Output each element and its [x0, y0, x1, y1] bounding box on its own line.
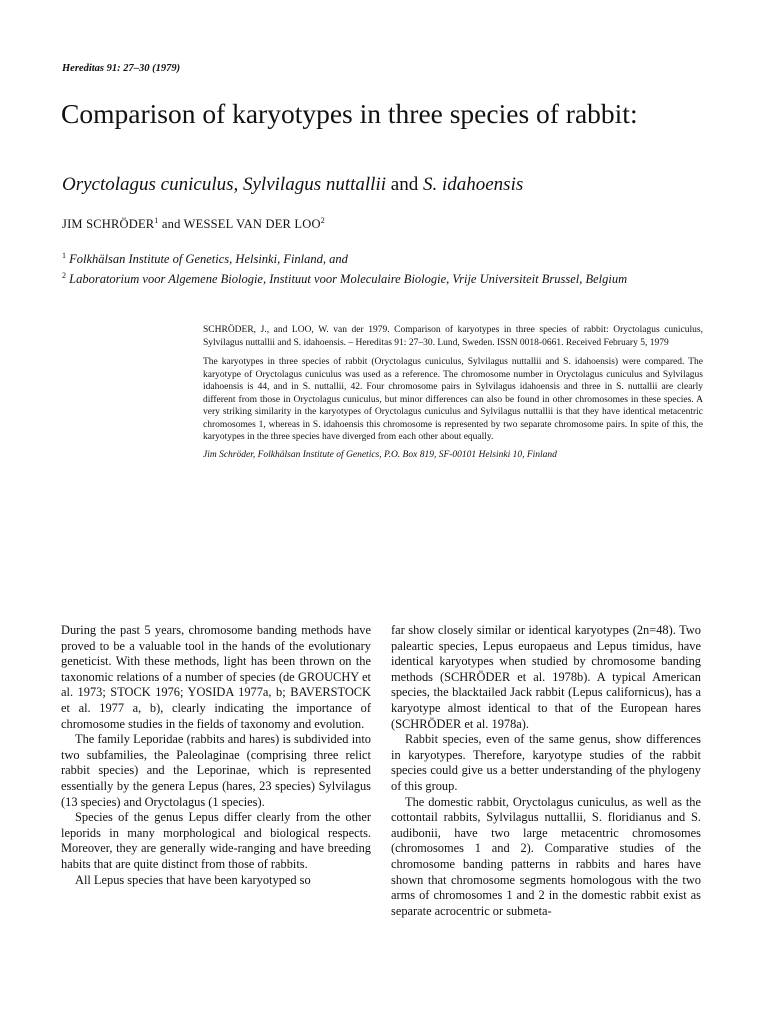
- abstract-text: The karyotypes in three species of rabbit (Oryctolagus cuniculus, Sylvilagus nuttallii and S. idahoensis) were compared. The karyotype of Oryctolagus cuniculus was used as a reference. The chromosome number in Oryctolagus cuniculus and Sylvilagus idahoensis is 44, and in S. nuttallii, 42. Four chromosome pairs in Sylvilagus idahoensis and three in S. nuttallii are clearly different from those in Oryctolagus cuniculus, but minor differences can also be found in other chromosomes in these species. A very striking similarity in the karyotypes of Oryctolagus cuniculus and Sylvilagus nuttallii is that they have identical metacentric chromosomes 1, whereas in S. idahoensis this chromosome is represented by two separate chromosome pairs. In spite of this, the karyotypes in the three species have diverged from each other about equally.: [203, 357, 703, 442]
- paper-title: Comparison of karyotypes in three species of rabbit:: [61, 98, 638, 129]
- affiliation-2-mark: 2: [62, 270, 66, 280]
- journal-reference: Hereditas 91: 27–30 (1979): [62, 63, 181, 74]
- affiliation-2-text: Laboratorium voor Algemene Biologie, Instituut voor Moleculaire Biologie, Vrije Universiteit Brussel, Belgium: [66, 271, 628, 286]
- affiliation-1: [62, 248, 722, 268]
- author-1-affil-mark: 1: [154, 216, 159, 225]
- abstract-citation: SCHRÖDER, J., and LOO, W. van der 1979. Comparison of karyotypes in three species of rabbit: Oryctolagus cuniculus, Sylvilagus nuttallii and S. idahoensis. – Hereditas 91: 27–30. Lund, Sweden. ISSN 0018-0661. Received February 5, 1979: [203, 325, 703, 348]
- body-column-left: [61, 623, 371, 888]
- paragraph: far show closely similar or identical karyotypes (2n=48). Two paleartic species, Lepus europaeus and Lepus timidus, have identical karyotypes when studied by chromosome banding methods (SCHRÖDER et al. 1978b). A typical American species, the blacktailed Jack rabbit (Lepus californicus), has a karyotype almost identical to that of the European hares (SCHRÖDER et al. 1978a).: [391, 623, 701, 731]
- subtitle-species-2: S. idahoensis: [422, 174, 524, 195]
- abstract-block: [203, 324, 703, 461]
- affiliation-2: [62, 268, 722, 288]
- paper-subtitle: [62, 174, 523, 196]
- subtitle-species-1: Oryctolagus cuniculus, Sylvilagus nuttallii: [62, 174, 387, 195]
- paragraph: The domestic rabbit, Oryctolagus cuniculus, as well as the cottontail rabbits, Sylvilagus nuttallii, S. floridianus and S. audibonii, have two large metacentric chromosomes (chromosomes 1 and 2). Comparative studies of the chromosome banding patterns in rabbits and hares have shown that chromosome segments homologous with the two arms of chromosomes 1 and 2 in the domestic rabbit exist as separate acrocentric or submeta-: [391, 794, 701, 918]
- author-2: WESSEL VAN DER LOO: [183, 217, 321, 232]
- author-conjunction: and: [158, 217, 184, 232]
- paragraph: The family Leporidae (rabbits and hares) is subdivided into two subfamilies, the Paleolaginae (comprising three relict rabbit species) and the Leporinae, which is represented essentially by the genera Lepus (hares, 23 species) Sylvilagus (13 species) and Oryctolagus (1 species).: [61, 732, 371, 809]
- author-2-affil-mark: 2: [320, 216, 325, 225]
- affiliations: [62, 248, 722, 287]
- author-list: [62, 216, 325, 232]
- body-column-right: [391, 623, 701, 919]
- affiliation-1-text: Folkhälsan Institute of Genetics, Helsinki, Finland, and: [66, 252, 348, 267]
- affiliation-1-mark: 1: [62, 251, 66, 260]
- abstract-spacer: [203, 349, 703, 356]
- paragraph: Species of the genus Lepus differ clearly from the other leporids in many morphological and biological respects. Moreover, they are generally wide-ranging and have breeding habits that are quite distinct from those of rabbits.: [61, 810, 371, 871]
- paragraph: Rabbit species, even of the same genus, show differences in karyotypes. Therefore, karyotype studies of the rabbit species could give us a better understanding of the phylogeny of this group.: [391, 732, 701, 793]
- subtitle-conjunction: and: [386, 174, 423, 195]
- author-1: JIM SCHRÖDER: [62, 217, 155, 232]
- paragraph: All Lepus species that have been karyotyped so: [75, 872, 311, 887]
- correspondence-address: Jim Schröder, Folkhälsan Institute of Genetics, P.O. Box 819, SF-00101 Helsinki 10, Finland: [203, 449, 557, 460]
- paragraph: During the past 5 years, chromosome banding methods have proved to be a valuable tool in the hands of the evolutionary geneticist. With these methods, light has been thrown on the taxonomic relations of a number of species (de GROUCHY et al. 1973; STOCK 1976; YOSIDA 1977a, b; BAVERSTOCK et al. 1977 a, b), clearly indicating the importance of chromosome studies in the fields of taxonomy and evolution.: [61, 623, 371, 731]
